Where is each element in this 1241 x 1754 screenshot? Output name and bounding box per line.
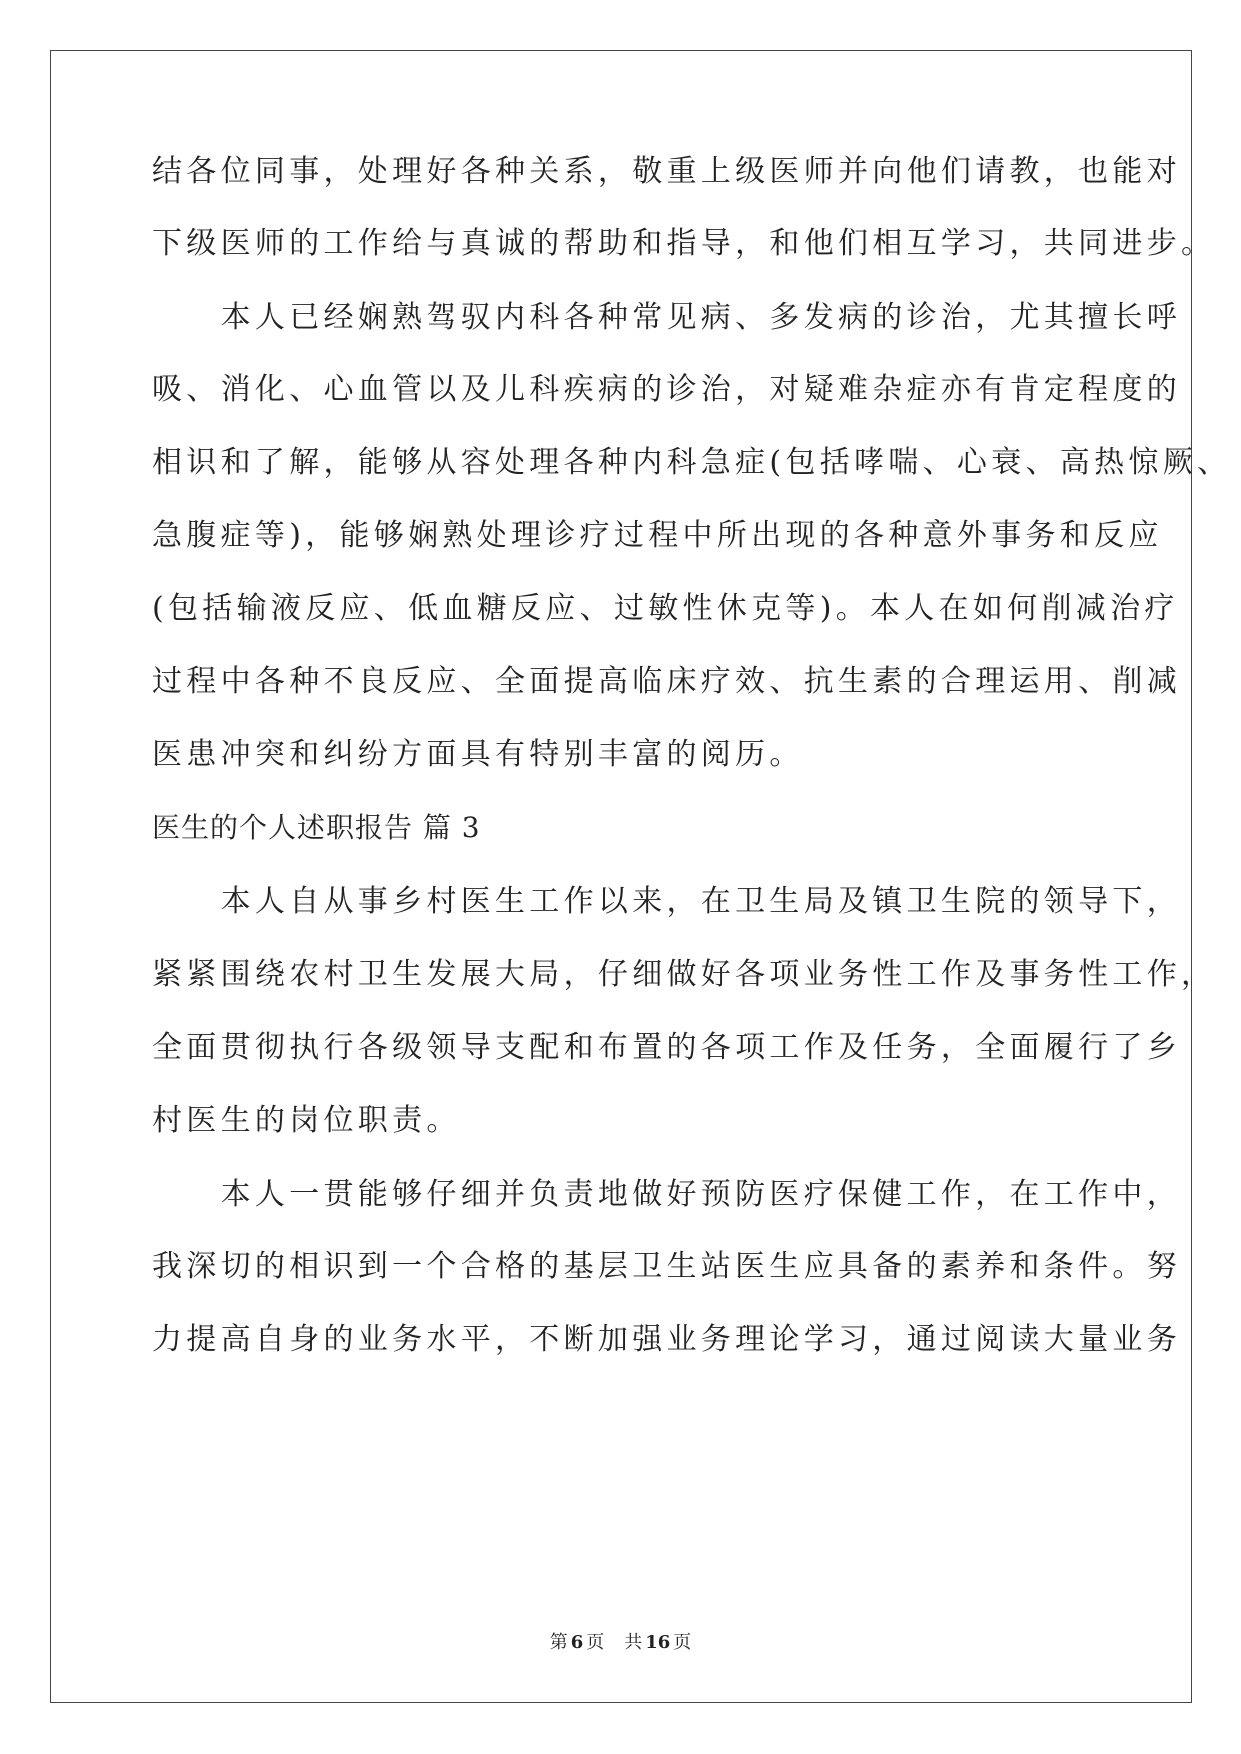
page-number: 6 (570, 1632, 584, 1653)
paragraph-line: 下级医师的工作给与真诚的帮助和指导，和他们相互学习，共同进步。 (152, 226, 1216, 261)
paragraph-line: 吸、消化、心血管以及儿科疾病的诊治，对疑难杂症亦有肯定程度的 (152, 372, 1181, 407)
paragraph-line: 本人已经娴熟驾驭内科各种常见病、多发病的诊治，尤其擅长呼 (152, 300, 1181, 335)
total-pages: 16 (645, 1632, 671, 1653)
total-suffix: 页 (673, 1632, 692, 1653)
paragraph-line: 村医生的岗位职责。 (152, 1103, 461, 1138)
page-suffix: 页 (586, 1632, 605, 1653)
paragraph-line: 全面贯彻执行各级领导支配和布置的各项工作及任务，全面履行了乡 (152, 1030, 1181, 1065)
paragraph-line: 医患冲突和纠纷方面具有特别丰富的阅历。 (152, 737, 804, 772)
paragraph-line: 过程中各种不良反应、全面提高临床疗效、抗生素的合理运用、削减 (152, 664, 1181, 699)
paragraph-line: 结各位同事，处理好各种关系，敬重上级医师并向他们请教，也能对 (152, 154, 1181, 189)
total-prefix: 共 (624, 1632, 643, 1653)
paragraph-line: 相识和了解，能够从容处理各种内科急症(包括哮喘、心衰、高热惊厥、 (152, 445, 1232, 480)
paragraph-line: 本人一贯能够仔细并负责地做好预防医疗保健工作，在工作中， (152, 1177, 1181, 1212)
page-footer (0, 1632, 1241, 1654)
paragraph-line: 本人自从事乡村医生工作以来，在卫生局及镇卫生院的领导下， (152, 884, 1181, 919)
paragraph-line: 急腹症等)，能够娴熟处理诊疗过程中所出现的各种意外事务和反应 (152, 518, 1163, 553)
paragraph-line: 紧紧围绕农村卫生发展大局，仔细做好各项业务性工作及事务性工作， (152, 957, 1216, 992)
section-heading: 医生的个人述职报告 篇 3 (152, 811, 481, 844)
paragraph-line: (包括输液反应、低血糖反应、过敏性休克等)。本人在如何削减治疗 (152, 591, 1179, 626)
page-border (50, 50, 1192, 1703)
page-prefix: 第 (549, 1632, 568, 1653)
paragraph-line: 力提高自身的业务水平，不断加强业务理论学习，通过阅读大量业务 (152, 1322, 1181, 1357)
paragraph-line: 我深切的相识到一个合格的基层卫生站医生应具备的素养和条件。努 (152, 1249, 1181, 1284)
